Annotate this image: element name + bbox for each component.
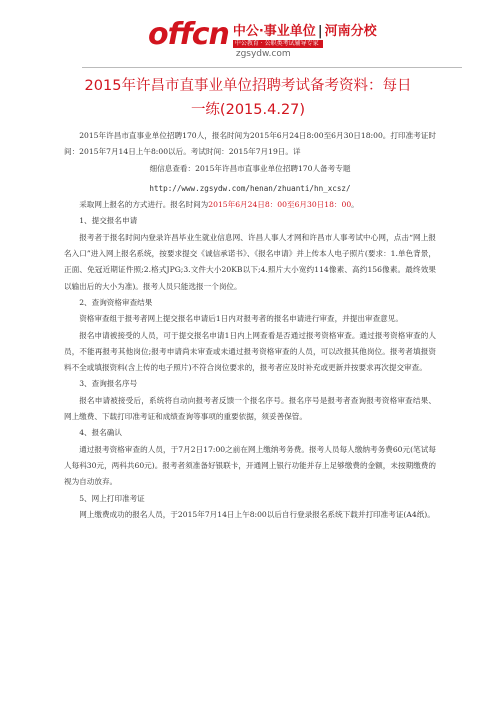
title-line-2: 一练(2015.4.27)	[190, 102, 306, 118]
logo-tagline: 中公教育 · 公职类考试辅导专家	[233, 40, 323, 48]
title-line-1: 2015年许昌市直事业单位招聘考试备考资料：每日	[84, 78, 412, 94]
logo-url: zgsydw.com	[235, 49, 291, 59]
section-body: 通过报考资格审查的人员，于7月2日17:00之前在网上缴纳考务费。报考人员每人缴纳考务费60元(笔试每人每科30元，两科共60元)。报考者须准备好银联卡，开通网上银行功能并存上足够缴费的金额，未按期缴费的视为自动放弃。	[64, 444, 436, 487]
page-header	[0, 0, 496, 66]
section-heading: 5、网上打印准考证	[79, 493, 145, 503]
section-heading: 2、查询资格审查结果	[79, 297, 153, 307]
section-heading: 3、查询报名序号	[79, 379, 138, 389]
header-divider	[82, 67, 462, 68]
detail-line: 细信息查看：2015年许昌市直事业单位招聘170人备考专题	[149, 163, 351, 173]
logo-brand	[233, 24, 377, 39]
section-heading: 4、报名确认	[79, 428, 122, 438]
logo-brand-block	[233, 24, 377, 59]
article-title	[60, 74, 436, 122]
brand-right: 河南分校	[324, 24, 377, 39]
topic-link[interactable]: http://www.zgsydw.com/henan/zhuanti/hn_xcsz/	[149, 183, 351, 193]
section-body: 网上缴费成功的报名人员，于2015年7月14日上午8:00以后自行登录报名系统下载并打印准考证(A4纸)。	[79, 509, 435, 519]
article-body	[64, 128, 436, 523]
section-body: 报名申请被接受后，系统将自动向报考者反馈一个报名序号。报名序号是报考者查询报考资格审查结果、网上缴费、下载打印准考证和成绩查询等事项的重要依据，须妥善保管。	[64, 395, 436, 422]
offcn-logo[interactable]	[148, 17, 377, 59]
brand-separator: |	[317, 24, 323, 39]
registration-period: 2015年6月24日8：00至6月30日18：00	[208, 200, 352, 210]
logo-wordmark: offcn	[148, 17, 229, 52]
section-heading: 1、提交报名申请	[79, 216, 138, 226]
section-body: 资格审查组于报考者网上提交报名申请后1日内对报考者的报名申请进行审查，并提出审查意见。	[79, 314, 403, 324]
method-paragraph: 采取网上报名的方式进行。报名时间为2015年6月24日8：00至6月30日18：00。	[79, 200, 359, 210]
section-body: 报名申请被接受的人员，可于提交报名申请1日内上网查看是否通过报考资格审查。通过报考资格审查的人员，不能再报考其他岗位;报考申请尚未审查或未通过报考资格审查的人员，可以改报其他岗位。报考者填报资料不全或填报资料(含上传的电子照片)不符合岗位要求的，报考者应及时补充或更新并按要求再次提交审查。	[64, 330, 436, 373]
section-body: 报考者于报名时间内登录许昌毕业生就业信息网、许昌人事人才网和许昌市人事考试中心网，点击“网上报名入口”进入网上报名系统，按要求提交《诚信承诺书》、《报名申请》并上传本人电子照片(要求：1.单色背景，正面、免冠近期证件照;2.格式JPG;3.文件大小20KB以下;4.照片大小宽约114像素、高约156像素。最终效果以输出后的大小为准)。报考人员只能选报一个岗位。	[64, 232, 436, 291]
intro-paragraph: 2015年许昌市直事业单位招聘170人，报名时间为2015年6月24日8:00至6月30日18:00。打印准考证时间：2015年7月14日上午8:00以后。考试时间：2015年7月19日。详	[64, 131, 436, 157]
brand-left: 中公·事业单位	[232, 24, 316, 39]
